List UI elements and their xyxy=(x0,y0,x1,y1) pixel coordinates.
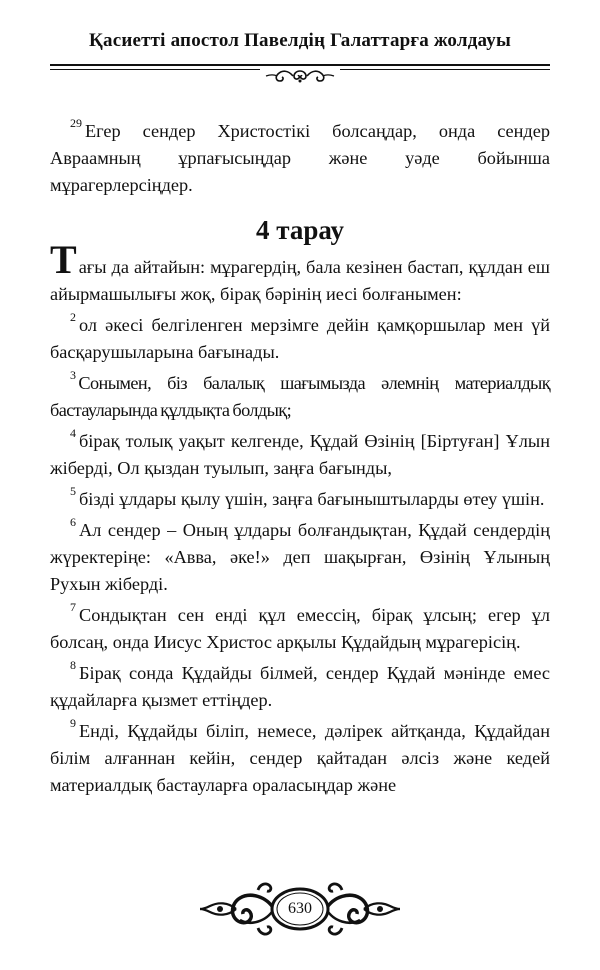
verse-7 xyxy=(50,602,550,656)
verse-number: 6 xyxy=(70,515,76,529)
verse-1 xyxy=(50,237,550,308)
header-divider xyxy=(50,62,550,86)
chapter-title: 4 тарау xyxy=(256,215,344,245)
drop-cap: Т xyxy=(50,237,77,282)
verse-text: ағы да айтайын: мұрагердің, бала кезінен бастап, құлдан еш айырмашылығы жоқ, бірақ бәрінің иесі болғанымен: xyxy=(50,257,550,304)
page-number: 630 xyxy=(288,900,312,917)
header-ornament-icon xyxy=(260,68,340,84)
verse-number: 3 xyxy=(70,368,76,382)
verse-2 xyxy=(50,312,550,366)
verse-text: Енді, Құдайды біліп, немесе, дәлірек айтқанда, Құдайдан білім алғаннан кейін, сендер қайтадан әлсіз және кедей материалдық бастауларға ораласыңдар және xyxy=(50,721,550,795)
verse-text: ол әкесі белгіленген мерзімге дейін қамқоршылар мен үй басқарушыларына бағынады. xyxy=(50,315,550,362)
verse-6 xyxy=(50,517,550,598)
verse-8 xyxy=(50,660,550,714)
verse-29 xyxy=(50,118,550,199)
verse-5 xyxy=(50,486,550,513)
verse-9 xyxy=(50,718,550,799)
verse-text: Егер сендер Христостікі болсаңдар, онда сендер Авраамның ұрпағысыңдар және уәде бойынша мұрагерлерсіңдер. xyxy=(50,121,550,195)
verse-text: Сонымен, біз балалық шағымызда әлемнің материалдық бастауларында құлдықта болдық; xyxy=(50,373,550,420)
verse-number: 7 xyxy=(70,600,76,614)
verse-3 xyxy=(50,370,550,424)
verse-number: 4 xyxy=(70,426,76,440)
page-text xyxy=(50,118,550,803)
verse-number: 8 xyxy=(70,658,76,672)
verse-text: Сондықтан сен енді құл емессің, бірақ ұлсың; егер ұл болсаң, онда Иисус Христос арқылы Құдайдың мұрагерісің. xyxy=(50,605,550,652)
verse-4 xyxy=(50,428,550,482)
verse-number: 9 xyxy=(70,716,76,730)
verse-number: 29 xyxy=(70,116,82,130)
verse-text: бізді ұлдары қылу үшін, заңға бағыныштыларды өтеу үшін. xyxy=(79,489,545,509)
verse-number: 2 xyxy=(70,310,76,324)
header-rule-thick xyxy=(50,64,550,66)
running-header: Қасиетті апостол Павелдің Галаттарға жолдауы xyxy=(89,30,511,51)
verse-number: 5 xyxy=(70,484,76,498)
verse-text: Ал сендер – Оның ұлдары болғандықтан, Құдай сендердің жүректеріңе: «Авва, әке!» деп шақырған, Өзінің Ұлының Рухын жіберді. xyxy=(50,520,550,594)
page-footer xyxy=(200,878,400,940)
verse-text: бірақ толық уақыт келгенде, Құдай Өзінің [Біртуған] Ұлын жіберді, Ол қыздан туылып, заңға бағынды, xyxy=(50,431,550,478)
verse-text: Бірақ сонда Құдайды білмей, сендер Құдай мәнінде емес құдайларға қызмет еттіңдер. xyxy=(50,663,550,710)
